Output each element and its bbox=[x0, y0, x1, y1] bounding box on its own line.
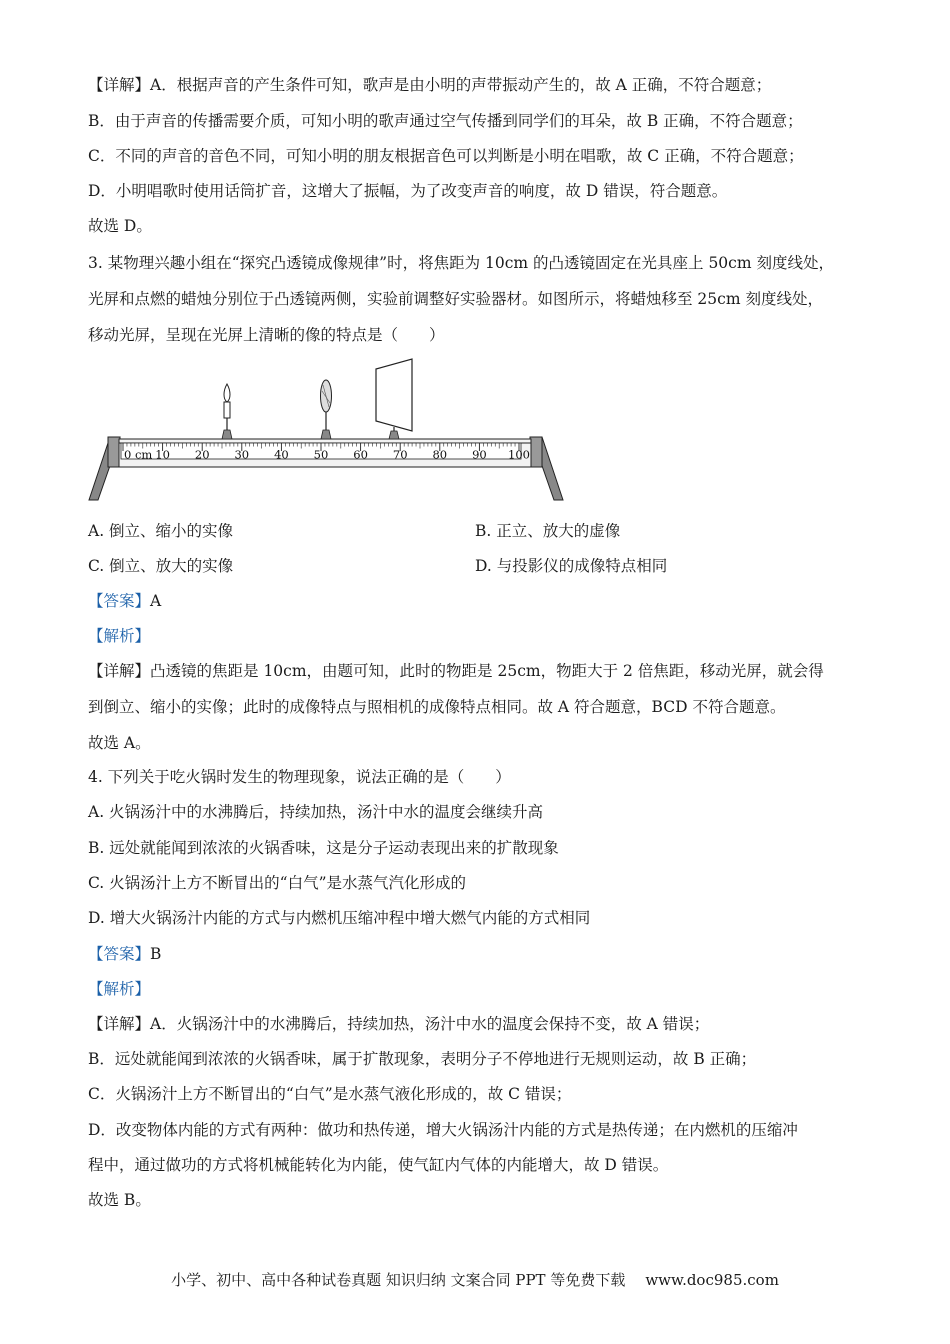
q3-detail-line-1 bbox=[88, 660, 888, 682]
scale-tick-label: 100 bbox=[508, 447, 530, 462]
q3-stem-line-2: 光屏和点燃的蜡烛分别位于凸透镜两侧，实验前调整好实验器材。如图所示，将蜡烛移至 25cm 刻度线处， bbox=[88, 290, 823, 308]
detail-tag: 【详解】 bbox=[88, 1015, 151, 1033]
scale-tick-label: 10 bbox=[155, 447, 170, 462]
q3-option-d: D. 与投影仪的成像特点相同 bbox=[475, 557, 668, 575]
q3-detail-line-2: 到倒立、缩小的实像；此时的成像特点与照相机的成像特点相同。故 A 符合题意，BCD 不符合题意。 bbox=[88, 698, 786, 716]
q4-detail-line-b: B．远处就能闻到浓浓的火锅香味，属于扩散现象，表明分子不停地进行无规则运动，故 B 正确； bbox=[88, 1050, 757, 1068]
optical-bench-figure bbox=[86, 355, 566, 505]
q3-option-c: C. 倒立、放大的实像 bbox=[88, 557, 234, 575]
q3-answer-value: A bbox=[150, 592, 162, 610]
q4-option-b: B. 远处就能闻到浓浓的火锅香味，这是分子运动表现出来的扩散现象 bbox=[88, 839, 559, 857]
q2-conclusion: 故选 D。 bbox=[88, 217, 152, 235]
detail-tag: 【详解】 bbox=[88, 662, 151, 680]
q4-option-d: D. 增大火锅汤汁内能的方式与内燃机压缩冲程中增大燃气内能的方式相同 bbox=[88, 909, 591, 927]
q3-stem-line-1: 3. 某物理兴趣小组在“探究凸透镜成像规律”时，将焦距为 10cm 的凸透镜固定在光具座上 50cm 刻度线处， bbox=[88, 254, 834, 272]
answer-tag: 【答案】 bbox=[88, 592, 151, 610]
q2-detail-line-a: 【详解】A．根据声音的产生条件可知，歌声是由小明的声带振动产生的，故 A 正确，不符合题意； bbox=[88, 76, 772, 94]
page-footer bbox=[0, 1269, 950, 1291]
candle-body bbox=[224, 402, 230, 418]
scale-tick-label: 50 bbox=[313, 447, 329, 462]
q2-detail-line-b: B．由于声音的传播需要介质，可知小明的歌声通过空气传播到同学们的耳朵，故 B 正确，不符合题意； bbox=[88, 112, 803, 130]
q4-detail-text-a: A．火锅汤汁中的水沸腾后，持续加热，汤汁中水的温度会保持不变，故 A 错误； bbox=[150, 1015, 710, 1033]
answer-tag: 【答案】 bbox=[88, 945, 151, 963]
scale-tick-label: 70 bbox=[392, 447, 408, 462]
q3-stem-line-3: 移动光屏，呈现在光屏上清晰的像的特点是（ ） bbox=[88, 326, 445, 344]
q3-option-a: A. 倒立、缩小的实像 bbox=[88, 522, 234, 540]
q3-answer bbox=[88, 590, 888, 612]
footer-text: 小学、初中、高中各种试卷真题 知识归纳 文案合同 PPT 等免费下载 bbox=[171, 1271, 626, 1289]
q3-conclusion: 故选 A。 bbox=[88, 734, 151, 752]
scale-tick-label: 0 cm bbox=[124, 447, 153, 462]
q4-detail-line-d2: 程中，通过做功的方式将机械能转化为内能，使气缸内气体的内能增大，故 D 错误。 bbox=[88, 1156, 669, 1174]
q4-option-c: C. 火锅汤汁上方不断冒出的“白气”是水蒸气汽化形成的 bbox=[88, 874, 467, 892]
lens-holder bbox=[321, 430, 331, 439]
screen-holder bbox=[389, 431, 399, 439]
q4-answer-value: B bbox=[150, 945, 162, 963]
q2-detail-line-c: C．不同的声音的音色不同，可知小明的朋友根据音色可以判断是小明在唱歌，故 C 正确，不符合题意； bbox=[88, 147, 804, 165]
q3-detail-text-1: 凸透镜的焦距是 10cm，由题可知，此时的物距是 25cm，物距大于 2 倍焦距，移动光屏，就会得 bbox=[150, 662, 824, 680]
candle bbox=[222, 384, 232, 439]
convex-lens bbox=[321, 380, 332, 439]
q4-detail-line-c: C．火锅汤汁上方不断冒出的“白气”是水蒸气液化形成的，故 C 错误； bbox=[88, 1085, 572, 1103]
scale-tick-label: 90 bbox=[472, 447, 487, 462]
screen-panel bbox=[376, 359, 412, 431]
q4-detail-line-a bbox=[88, 1013, 888, 1035]
footer-website-link[interactable]: www.doc985.com bbox=[645, 1271, 779, 1289]
q3-option-b: B. 正立、放大的虚像 bbox=[475, 522, 621, 540]
right-stand-block bbox=[530, 437, 542, 467]
q4-option-a: A. 火锅汤汁中的水沸腾后，持续加热，汤汁中水的温度会继续升高 bbox=[88, 803, 544, 821]
scale-tick-label: 20 bbox=[194, 447, 210, 462]
scale-tick-label: 60 bbox=[353, 447, 368, 462]
scale-tick-label: 30 bbox=[234, 447, 250, 462]
candle-holder bbox=[222, 430, 232, 439]
q2-detail-line-d: D．小明唱歌时使用话筒扩音，这增大了振幅，为了改变声音的响度，故 D 错误，符合题意。 bbox=[88, 182, 728, 200]
q3-analysis-tag: 【解析】 bbox=[88, 627, 151, 645]
left-stand-block bbox=[108, 437, 120, 467]
light-screen bbox=[376, 359, 412, 439]
q4-detail-line-d1: D．改变物体内能的方式有两种：做功和热传递，增大火锅汤汁内能的方式是热传递；在内燃机的压缩冲 bbox=[88, 1121, 798, 1139]
candle-flame bbox=[224, 384, 230, 402]
q4-analysis-tag: 【解析】 bbox=[88, 980, 151, 998]
scale-tick-label: 40 bbox=[274, 447, 289, 462]
scale-tick-label: 80 bbox=[432, 447, 448, 462]
q4-answer bbox=[88, 943, 888, 965]
q4-conclusion: 故选 B。 bbox=[88, 1191, 151, 1209]
q4-stem: 4. 下列关于吃火锅时发生的物理现象，说法正确的是（ ） bbox=[88, 768, 511, 786]
